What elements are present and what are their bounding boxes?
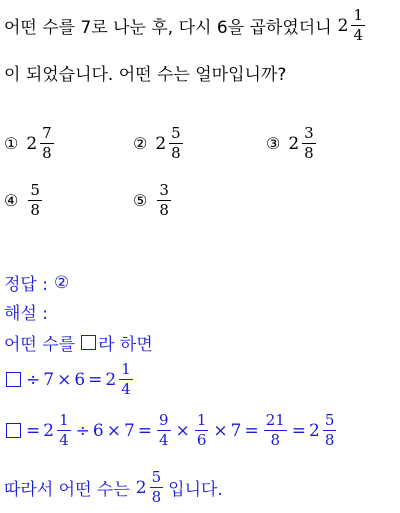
fraction-denominator: 8 (151, 488, 162, 506)
fraction-denominator: 8 (171, 144, 181, 162)
fraction-denominator: 8 (30, 201, 40, 219)
conclusion-pre-text: 따라서 어떤 수는 (4, 480, 130, 500)
equation-2 (4, 413, 338, 448)
equation-1 (4, 362, 135, 397)
question-text-2: 이 되었습니다. 어떤 수는 얼마입니까? (4, 65, 287, 85)
choice-5-mark: ⑤ (133, 191, 148, 210)
fraction-numerator: 3 (304, 124, 314, 142)
fraction-numerator: 21 (265, 411, 285, 429)
number-seven: 7 (123, 420, 135, 441)
fraction-numerator: 9 (159, 411, 169, 429)
eq2-b-fraction (157, 413, 171, 448)
fraction-numerator: 1 (196, 411, 207, 429)
choice-4-fraction (28, 183, 42, 218)
equals-sign: = (244, 420, 259, 441)
choice-3-fraction (302, 126, 316, 161)
divide-sign: ÷ (26, 369, 41, 390)
explanation-label: 해설 : (4, 304, 48, 324)
equals-sign: = (137, 420, 153, 441)
choice-1-mark: ① (4, 134, 19, 153)
conclusion-fraction (150, 470, 164, 505)
times-sign: × (106, 420, 121, 441)
fraction-denominator: 8 (42, 144, 52, 162)
fraction-numerator: 1 (121, 360, 131, 378)
choice-2-whole: 2 (155, 133, 167, 154)
fraction-denominator: 4 (353, 26, 363, 44)
intro-pre-text: 어떤 수를 (4, 335, 76, 355)
eq2-a-fraction (57, 413, 71, 448)
times-sign: × (175, 420, 190, 441)
choice-3-whole: 2 (288, 133, 300, 154)
fraction-denominator: 8 (270, 431, 281, 449)
eq2-a-whole: 2 (43, 420, 55, 441)
question-line-2 (4, 60, 286, 85)
choice-4 (4, 183, 44, 218)
fraction-denominator: 8 (304, 144, 314, 162)
times-sign: × (57, 369, 72, 390)
fraction-numerator: 3 (159, 181, 169, 199)
answer-line (4, 270, 69, 295)
choice-1-whole: 2 (26, 133, 38, 154)
choice-2-fraction (169, 126, 183, 161)
choice-1 (4, 126, 56, 161)
choice-3-mark: ③ (266, 134, 281, 153)
number-seven: 7 (230, 420, 242, 441)
divide-sign: ÷ (75, 420, 90, 441)
fraction-denominator: 4 (159, 431, 169, 449)
explanation-label-line (4, 299, 48, 324)
question-text-1: 어떤 수를 7로 나눈 후, 다시 6을 곱하였더니 (4, 18, 332, 38)
question-fraction (351, 8, 365, 43)
fraction-denominator: 8 (159, 201, 169, 219)
choice-1-fraction (40, 126, 54, 161)
conclusion-line (4, 470, 223, 505)
fraction-numerator: 5 (151, 468, 162, 486)
fraction-denominator: 4 (121, 380, 131, 398)
choice-4-mark: ④ (4, 191, 19, 210)
times-sign: × (213, 420, 228, 441)
fraction-numerator: 5 (171, 124, 181, 142)
answer-value: ② (53, 272, 70, 293)
conclusion-post-text: 입니다. (168, 480, 223, 500)
eq1-whole: 2 (105, 369, 117, 390)
eq1-fraction (119, 362, 133, 397)
intro-post-text: 라 하면 (98, 335, 153, 355)
fraction-numerator: 5 (30, 181, 40, 199)
question-line-1 (4, 8, 367, 43)
number-six: 6 (92, 420, 104, 441)
answer-label: 정답 : (4, 275, 48, 295)
fraction-numerator: 1 (59, 411, 69, 429)
explanation-intro (4, 330, 153, 355)
number-six: 6 (74, 369, 86, 390)
choice-2 (133, 126, 185, 161)
choice-5 (133, 183, 173, 218)
choice-2-mark: ② (133, 134, 148, 153)
fraction-numerator: 1 (353, 6, 363, 24)
equals-sign: = (26, 420, 41, 441)
equals-sign: = (291, 420, 307, 441)
number-seven: 7 (43, 369, 55, 390)
eq2-e-fraction (323, 413, 337, 448)
fraction-denominator: 6 (196, 431, 207, 449)
eq2-e-whole: 2 (309, 420, 320, 441)
fraction-numerator: 5 (324, 411, 335, 429)
unknown-box (6, 372, 21, 387)
conclusion-whole: 2 (135, 477, 147, 498)
eq2-c-fraction (195, 413, 209, 448)
choice-5-fraction (157, 183, 171, 218)
fraction-denominator: 8 (324, 431, 335, 449)
eq2-d-fraction (264, 413, 287, 448)
question-mixed-whole: 2 (337, 15, 349, 36)
choice-3 (266, 126, 318, 161)
equals-sign: = (88, 369, 103, 390)
fraction-numerator: 7 (42, 124, 52, 142)
unknown-box (6, 423, 21, 438)
unknown-box (81, 335, 96, 350)
fraction-denominator: 4 (59, 431, 69, 449)
